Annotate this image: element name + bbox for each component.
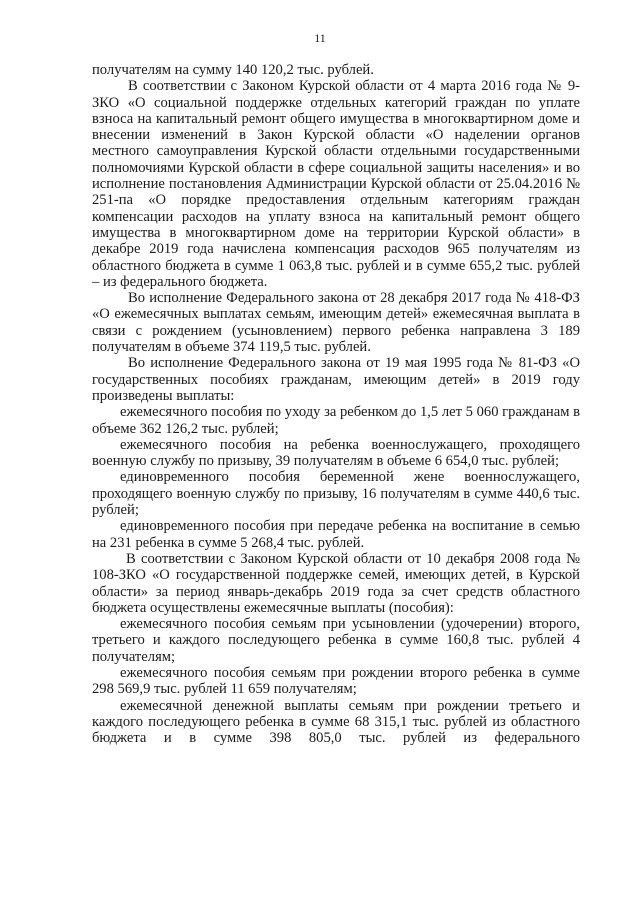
paragraph-second-child-allowance: ежемесячного пособия семьям при рождении второго ребенка в сумме 298 569,9 тыс. рублей 11 659 получателям; xyxy=(92,664,580,698)
paragraph-regional-law-intro: В соответствии с Законом Курской области от 10 декабря 2008 года № 108-ЗКО «О государственной поддержке семей, имеющих детей, в Курской области» за период январь-декабрь 2019 года за счет средств областного бюджета осуществлены ежемесячные выплаты (пособия): xyxy=(92,550,580,616)
paragraph-first-child-payment: Во исполнение Федерального закона от 28 декабря 2017 года № 418-ФЗ «О ежемесячных выплатах семьям, имеющим детей» ежемесячная выплата в связи с рождением (усыновлением) первого ребенка направлена 3 189 получателям в объеме 374 119,5 тыс. рублей. xyxy=(92,290,580,356)
paragraph-adoption-allowance: ежемесячного пособия семьям при усыновлении (удочерении) второго, третьего и каждого последующего ребенка в сумме 160,8 тыс. рублей 4 получателям; xyxy=(92,616,580,665)
paragraph-military-child-allowance: ежемесячного пособия на ребенка военнослужащего, проходящего военную службу по призыву, 39 получателям в объеме 6 654,0 тыс. рублей; xyxy=(92,436,580,470)
paragraph-continuation: получателям на сумму 140 120,2 тыс. рублей. xyxy=(92,62,374,78)
page-number: 11 xyxy=(314,31,326,45)
paragraph-pregnant-wife-allowance: единовременного пособия беременной жене военнослужащего, проходящего военную службу по призыву, 16 получателям в сумме 440,6 тыс. рублей; xyxy=(92,469,580,519)
body-text xyxy=(92,62,580,746)
paragraph-third-child-payment: ежемесячной денежной выплаты семьям при рождении третьего и каждого последующего ребенка в сумме 68 315,1 тыс. рублей из областного бюджета и в сумме 398 805,0 тыс. рублей из федерального xyxy=(92,697,580,747)
paragraph-housing-compensation: В соответствии с Законом Курской области от 4 марта 2016 года № 9-ЗКО «О социальной поддержке отдельных категорий граждан по уплате взноса на капитальный ремонт общего имущества в многоквартирном доме и внесении изменений в Закон Курской области «О наделении органов местного самоуправления Курской области отдельными государственными полномочиями Курской области в сфере социальной защиты населения» и во исполнение постановления Администрации Курской области от 25.04.2016 № 251-па «О порядке предоставления отдельным категориям граждан компенсации расходов на уплату взноса на капитальный ремонт общего имущества в многоквартирном доме на территории Курской области» в декабре 2019 года начислена компенсация расходов 965 получателям из областного бюджета в сумме 1 063,8 тыс. рублей и в сумме 655,2 тыс. рублей – из федерального бюджета. xyxy=(92,78,580,290)
paragraph-foster-placement-allowance: единовременного пособия при передаче ребенка на воспитание в семью на 231 ребенка в сумме 5 268,4 тыс. рублей. xyxy=(92,518,580,551)
paragraph-childcare-allowance: ежемесячного пособия по уходу за ребенком до 1,5 лет 5 060 гражданам в объеме 362 126,2 тыс. рублей; xyxy=(92,404,580,437)
paragraph-federal-benefits-intro: Во исполнение Федерального закона от 19 мая 1995 года № 81-ФЗ «О государственных пособиях гражданам, имеющим детей» в 2019 году произведены выплаты: xyxy=(92,355,580,404)
